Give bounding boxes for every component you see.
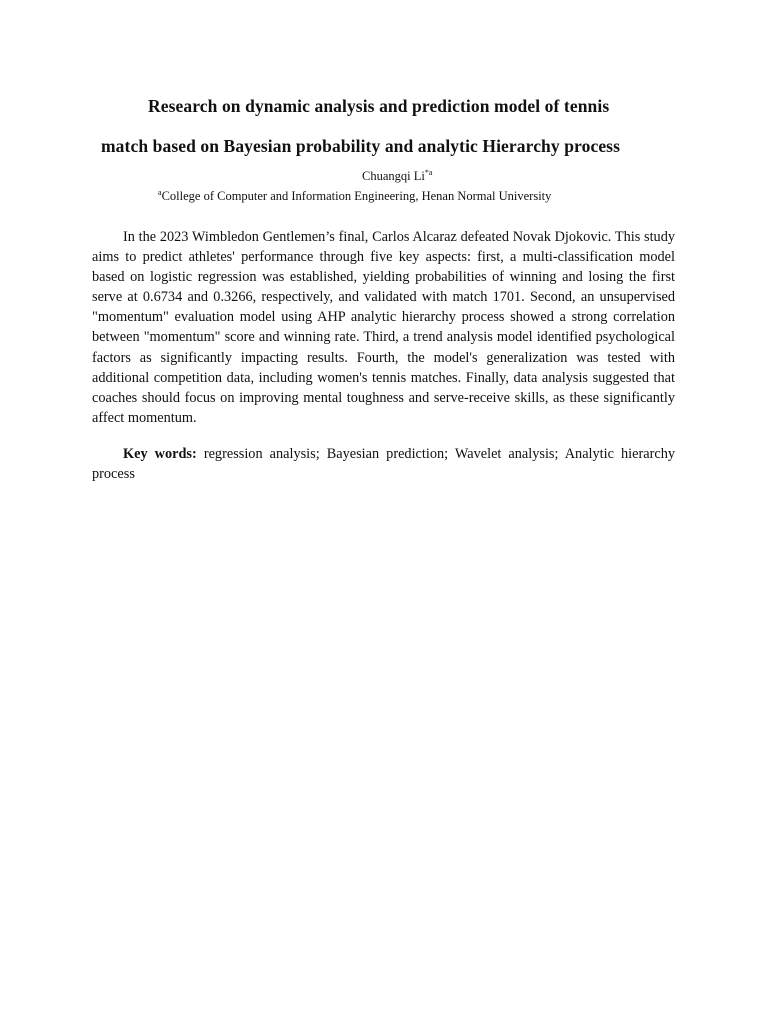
paper-title-line-1: Research on dynamic analysis and prediction model of tennis bbox=[148, 96, 610, 116]
abstract-paragraph: In the 2023 Wimbledon Gentlemen’s final, Carlos Alcaraz defeated Novak Djokovic. This study aims to predict athletes' performance through five key aspects: first, a multi-classification model based on logistic regression was established, yielding probabilities of winning and losing the first serve at 0.6734 and 0.3266, respectively, and validated with match 1701. Second, an unsupervised "momentum" evaluation model using AHP analytic hierarchy process showed a strong correlation between "momentum" score and winning rate. Third, a trend analysis model identified psychological factors as significantly impacting results. Fourth, the model's generalization was tested with additional competition data, including women's tennis matches. Finally, data analysis suggested that coaches should focus on improving mental toughness and serve-receive skills, as these significantly affect momentum. bbox=[92, 229, 675, 426]
keywords-paragraph bbox=[92, 444, 675, 484]
author-marks: *a bbox=[424, 167, 433, 177]
affiliation-line bbox=[158, 189, 551, 204]
affiliation-text: College of Computer and Information Engineering, Henan Normal University bbox=[161, 189, 552, 203]
paper-title-line-2: match based on Bayesian probability and analytic Hierarchy process bbox=[101, 136, 621, 156]
keywords-label: Key words: bbox=[123, 446, 197, 462]
affiliation-mark: a bbox=[158, 187, 162, 197]
keywords-text: regression analysis; Bayesian prediction; Wavelet analysis; Analytic hierarchy process bbox=[92, 446, 675, 483]
author-name: Chuangqi Li bbox=[362, 169, 425, 183]
author-line bbox=[362, 169, 432, 184]
